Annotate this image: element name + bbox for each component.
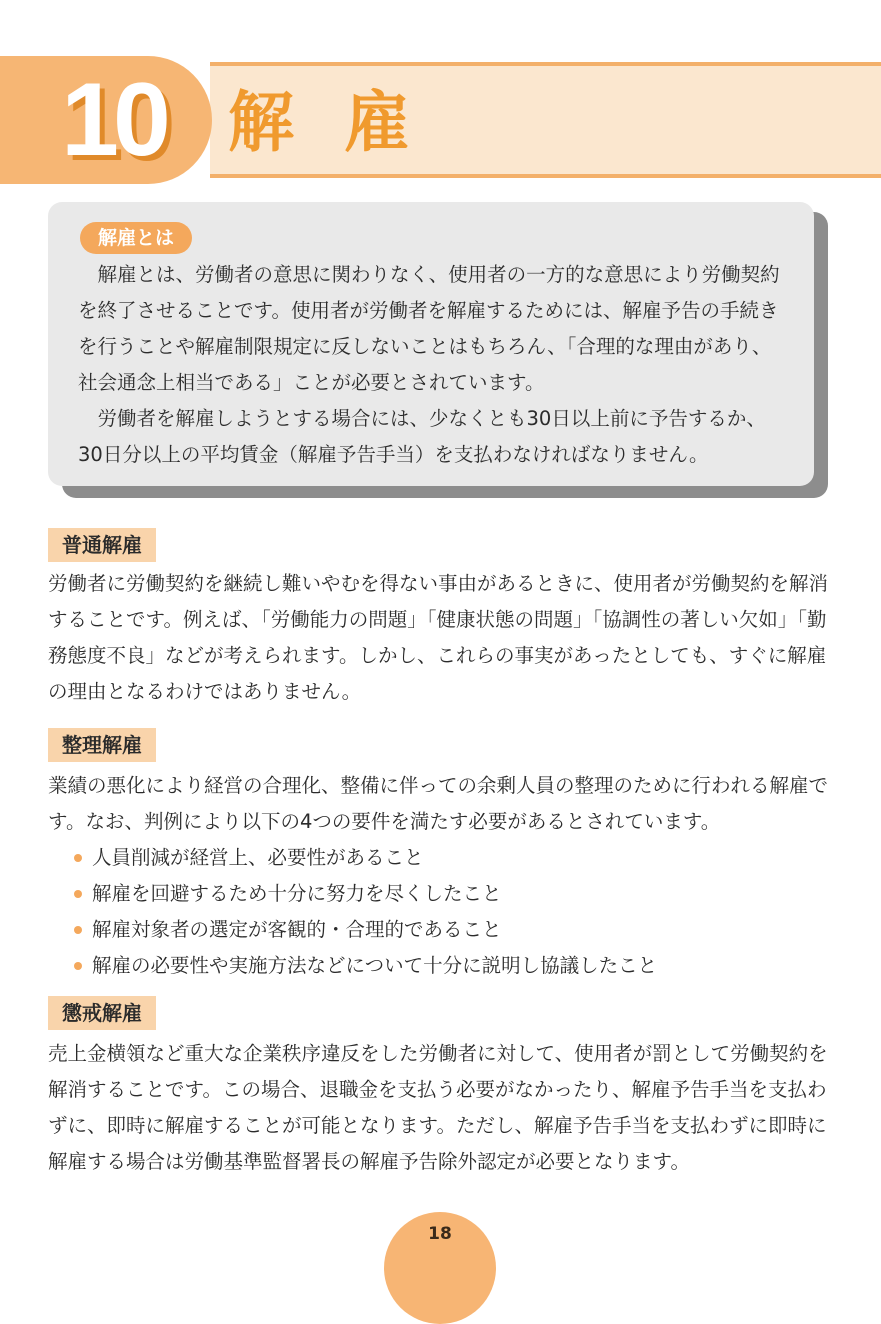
chapter-number: 10 xyxy=(61,62,165,178)
section-heading-restructuring: 整理解雇 xyxy=(48,728,156,762)
bullet-dot-icon xyxy=(74,890,82,898)
section-heading-disciplinary: 懲戒解雇 xyxy=(48,996,156,1030)
list-item: 解雇対象者の選定が客観的・合理的であること xyxy=(72,912,657,948)
section-body-restructuring: 業績の悪化により経営の合理化、整備に伴っての余剰人員の整理のために行われる解雇です。なお、判例により以下の4つの要件を満たす必要があるとされています。 xyxy=(48,774,829,833)
bullet-dot-icon xyxy=(74,962,82,970)
requirements-list xyxy=(72,840,657,984)
section-heading-ordinary: 普通解雇 xyxy=(48,528,156,562)
list-item: 解雇の必要性や実施方法などについて十分に説明し協議したこと xyxy=(72,948,657,984)
list-item: 解雇を回避するため十分に努力を尽くしたこと xyxy=(72,876,657,912)
bullet-dot-icon xyxy=(74,854,82,862)
list-item: 人員削減が経営上、必要性があること xyxy=(72,840,657,876)
page-number: 18 xyxy=(428,1224,452,1244)
section-body-disciplinary: 売上金横領など重大な企業秩序違反をした労働者に対して、使用者が罰として労働契約を解消することです。この場合、退職金を支払う必要がなかったり、解雇予告手当を支払わずに、即時に解雇することが可能となります。ただし、解雇予告手当を支払わずに即時に解雇する場合は労働基準監督署長の解雇予告除外認定が必要となります。 xyxy=(48,1042,828,1173)
chapter-title: 解雇 xyxy=(228,84,460,161)
definition-paragraph-2: 労働者を解雇しようとする場合には、少なくとも30日以上前に予告するか、30日分以上の平均賃金（解雇予告手当）を支払わなければなりません。 xyxy=(78,407,766,466)
section-body-ordinary: 労働者に労働契約を継続し難いやむを得ない事由があるときに、使用者が労働契約を解消することです。例えば、「労働能力の問題」「健康状態の問題」「協調性の著しい欠如」「勤務態度不良」などが考えられます。しかし、これらの事実があったとしても、すぐに解雇の理由となるわけではありません。 xyxy=(48,572,829,703)
bullet-dot-icon xyxy=(74,926,82,934)
definition-paragraph-1: 解雇とは、労働者の意思に関わりなく、使用者の一方的な意思により労働契約を終了させることです。使用者が労働者を解雇するためには、解雇予告の手続きを行うことや解雇制限規定に反しないことはもちろん、「合理的な理由があり、社会通念上相当である」ことが必要とされています。 xyxy=(78,263,780,394)
definition-label: 解雇とは xyxy=(80,222,192,254)
